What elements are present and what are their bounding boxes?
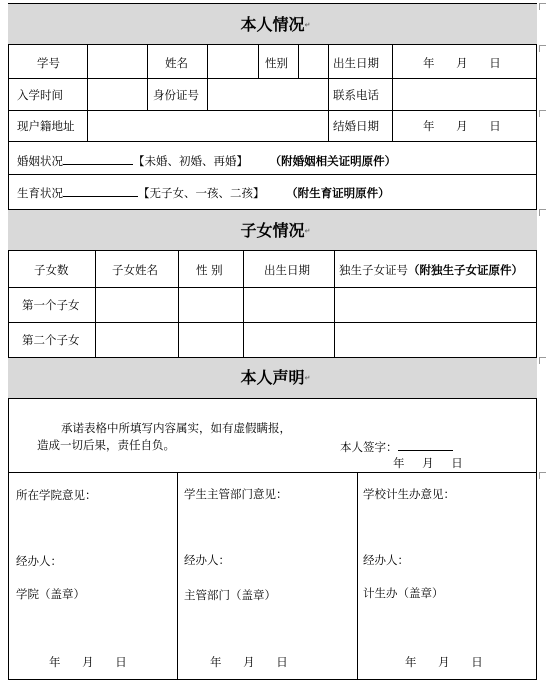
cell-divider xyxy=(328,45,329,141)
margin-mark xyxy=(539,209,546,216)
label-signature: 本人签字： xyxy=(340,440,398,454)
college-handler-label: 经办人： xyxy=(16,554,62,568)
label-phone: 联系电话 xyxy=(333,88,379,102)
marriage-status-row xyxy=(17,152,396,168)
cell-divider xyxy=(207,45,208,78)
input-marriage-date[interactable]: 年 月 日 xyxy=(423,119,501,133)
row-first-child: 第一个子女 xyxy=(22,298,80,312)
cell-divider xyxy=(298,45,299,78)
margin-mark xyxy=(539,3,546,10)
cell-divider xyxy=(392,45,393,141)
office-date[interactable]: 年 月 日 xyxy=(405,655,483,669)
section-title-self: 本人情况 ↵ xyxy=(8,3,537,45)
label-marriage-date: 结婚日期 xyxy=(333,119,379,133)
input-phone[interactable] xyxy=(396,88,532,102)
header-child-birth: 出生日期 xyxy=(264,263,310,277)
cell-divider xyxy=(357,472,358,679)
marriage-note: （附婚姻相关证明原件） xyxy=(269,154,397,168)
input-signature[interactable] xyxy=(398,438,453,451)
header-child-count: 子女数 xyxy=(34,263,69,277)
cell-divider xyxy=(95,251,96,357)
declaration-line1: 承诺表格中所填写内容属实，如有虚假瞒报， xyxy=(61,421,291,435)
label-marriage-status: 婚姻状况 xyxy=(17,154,63,168)
dept-date[interactable]: 年 月 日 xyxy=(210,655,288,669)
declaration-line2: 造成一切后果，责任自负。 xyxy=(37,438,175,452)
label-name: 姓名 xyxy=(165,56,188,70)
input-id-card[interactable] xyxy=(212,88,326,102)
label-student-id: 学号 xyxy=(37,56,60,70)
cell-divider xyxy=(87,78,88,110)
cell-divider xyxy=(147,78,148,110)
birth-status-row xyxy=(17,184,390,200)
header-child-name: 子女姓名 xyxy=(112,263,158,277)
row-divider xyxy=(8,472,537,473)
cell-divider xyxy=(178,251,179,357)
section-title-declaration: 本人声明 ↵ xyxy=(8,357,537,399)
office-seal-label: 计生办（盖章） xyxy=(363,586,444,600)
college-opinion-label: 所在学院意见： xyxy=(16,488,97,502)
dept-handler-label: 经办人： xyxy=(184,553,230,567)
row-divider xyxy=(8,322,537,323)
label-birth-status: 生育状况 xyxy=(17,186,63,200)
label-gender: 性别 xyxy=(265,56,288,70)
cell-divider xyxy=(87,110,88,141)
college-date[interactable]: 年 月 日 xyxy=(49,655,127,669)
input-household[interactable] xyxy=(92,119,322,133)
section-title-children: 子女情况 ↵ xyxy=(8,209,537,251)
declaration-date[interactable]: 年 月 日 xyxy=(393,456,463,470)
cell-divider xyxy=(147,45,148,78)
cell-divider xyxy=(258,45,259,78)
label-household: 现户籍地址 xyxy=(17,119,75,133)
college-seal-label: 学院（盖章） xyxy=(16,587,85,601)
label-birth-date: 出生日期 xyxy=(333,56,379,70)
birth-options: 【无子女、一孩、二孩】 xyxy=(138,186,265,200)
margin-mark xyxy=(539,472,546,479)
dept-seal-label: 主管部门（盖章） xyxy=(184,588,276,602)
input-birth-status[interactable] xyxy=(63,184,138,197)
office-handler-label: 经办人： xyxy=(363,553,409,567)
row-divider xyxy=(8,141,537,142)
cell-divider xyxy=(334,251,335,357)
dept-opinion-label: 学生主管部门意见： xyxy=(184,487,288,501)
cell-divider xyxy=(177,472,178,679)
row-divider xyxy=(8,174,537,175)
signature-row xyxy=(340,438,453,454)
header-only-child-cert: 独生子女证号（附独生子女证原件） xyxy=(339,263,523,277)
margin-mark xyxy=(539,45,546,52)
row-second-child: 第二个子女 xyxy=(22,333,80,347)
header-child-gender: 性 别 xyxy=(196,263,223,277)
marriage-options: 【未婚、初婚、再婚】 xyxy=(133,154,248,168)
input-birth-date[interactable]: 年 月 日 xyxy=(423,56,501,70)
label-id-card: 身份证号 xyxy=(153,88,199,102)
margin-mark xyxy=(539,357,546,364)
cell-divider xyxy=(87,45,88,78)
office-opinion-label: 学校计生办意见： xyxy=(363,487,455,501)
label-enroll-time: 入学时间 xyxy=(17,88,63,102)
margin-mark xyxy=(539,110,546,117)
birth-note: （附生育证明原件） xyxy=(286,186,390,200)
row-divider xyxy=(8,287,537,288)
cell-divider xyxy=(207,78,208,110)
input-marriage-status[interactable] xyxy=(63,152,133,165)
cell-divider xyxy=(243,251,244,357)
